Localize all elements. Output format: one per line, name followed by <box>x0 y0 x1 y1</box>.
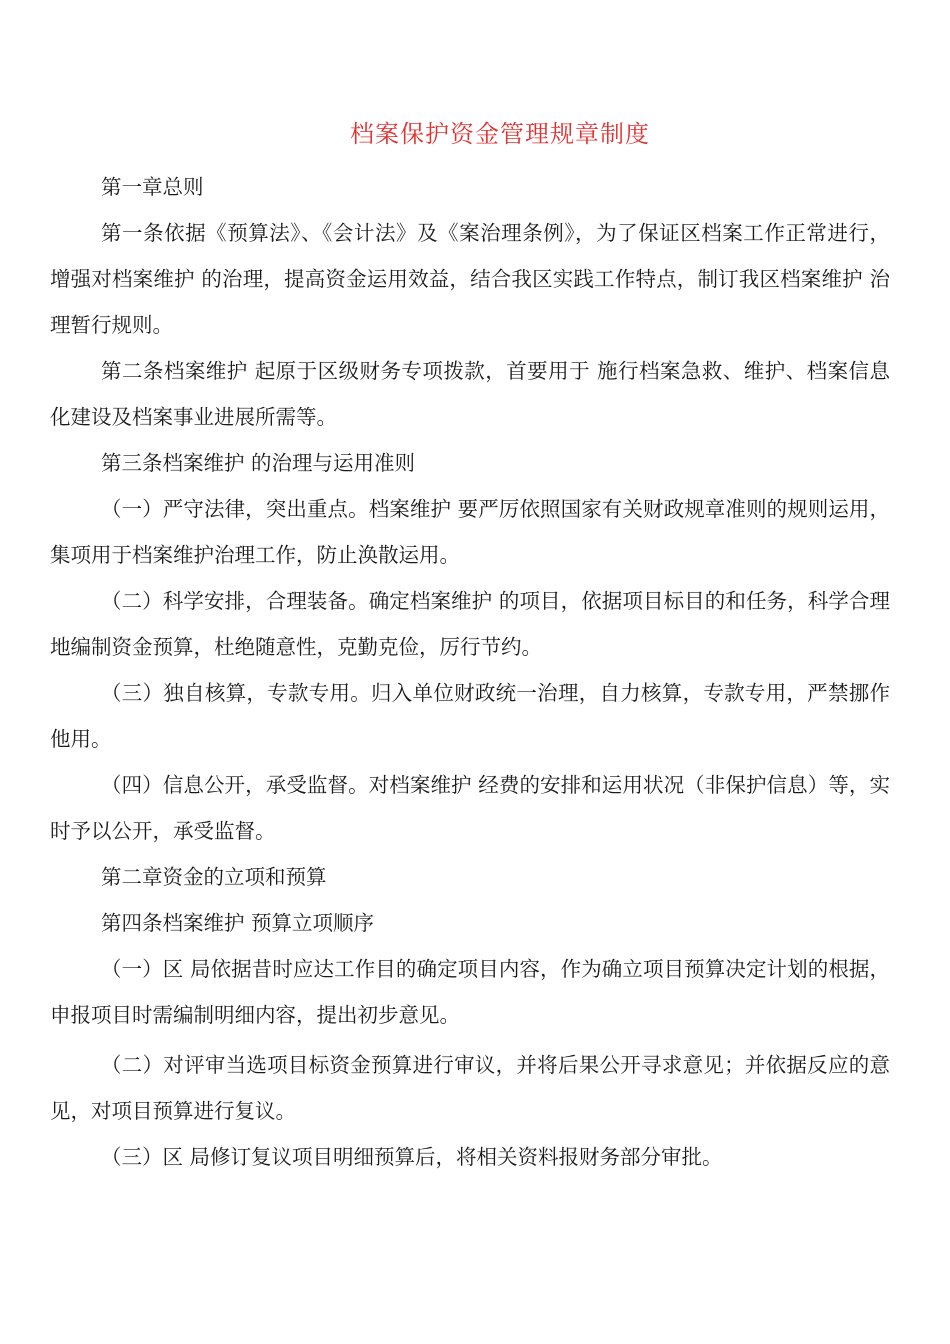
article-3-item-2: （二）科学安排，合理装备。确定档案维护 的项目，依据项目标目的和任务，科学合理地编制资金预算，杜绝随意性，克勤克俭，厉行节约。 <box>50 589 890 659</box>
article-4-item-1: （一）区 局依据昔时应达工作目的确定项目内容，作为确立项目预算决定计划的根据，申报项目时需编制明细内容，提出初步意见。 <box>50 957 890 1027</box>
article-3-item-4: （四）信息公开，承受监督。对档案维护 经费的安排和运用状况（非保护信息）等，实时予以公开，承受监督。 <box>50 773 890 843</box>
document-title: 档案保护资金管理规章制度 <box>350 120 650 148</box>
article-1: 第一条依据《预算法》、《会计法》及《案治理条例》，为了保证区档案工作正常进行，增强对档案维护 的治理，提高资金运用效益，结合我区实践工作特点，制订我区档案维护 治理暂行规则。 <box>50 221 890 337</box>
article-3-heading: 第三条档案维护 的治理与运用准则 <box>101 451 416 475</box>
article-2: 第二条档案维护 起原于区级财务专项拨款，首要用于 施行档案急救、维护、档案信息化建设及档案事业进展所需等。 <box>50 359 890 429</box>
article-3-item-3: （三）独自核算，专款专用。归入单位财政统一治理，自力核算，专款专用，严禁挪作他用。 <box>50 681 890 751</box>
article-4-item-3: （三）区 局修订复议项目明细预算后，将相关资料报财务部分审批。 <box>101 1145 723 1169</box>
article-4-heading: 第四条档案维护 预算立项顺序 <box>101 911 375 935</box>
article-3-item-1: （一）严守法律，突出重点。档案维护 要严厉依照国家有关财政规章准则的规则运用，集项用于档案维护治理工作，防止涣散运用。 <box>50 497 890 567</box>
document-body <box>50 164 890 1180</box>
chapter-heading-2: 第二章资金的立项和预算 <box>101 865 327 889</box>
chapter-heading-1: 第一章总则 <box>101 175 204 199</box>
article-4-item-2: （二）对评审当选项目标资金预算进行审议，并将后果公开寻求意见；并依据反应的意见，对项目预算进行复议。 <box>50 1053 890 1123</box>
